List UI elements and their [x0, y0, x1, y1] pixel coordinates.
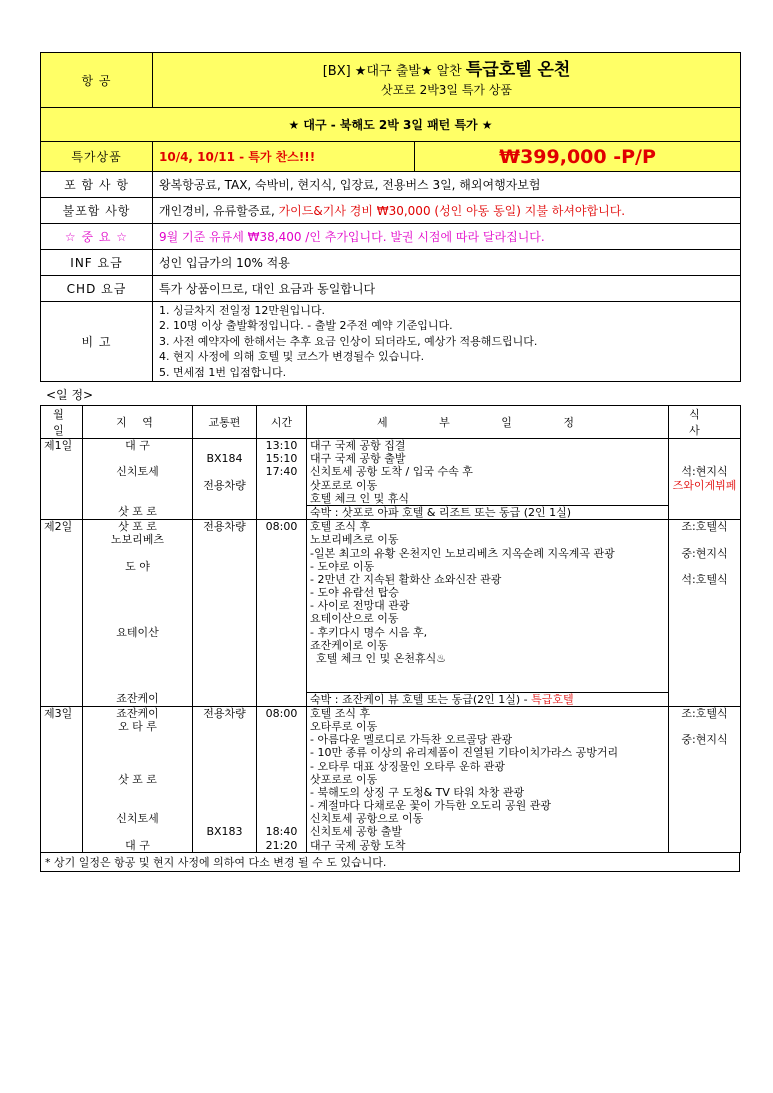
title-highlight: 특급호텔 온천 [465, 60, 571, 80]
product-info-table [40, 52, 741, 382]
day2-regions: 삿 포 로 노보리베츠 도 야 요테이산 죠잔케이 [83, 520, 193, 707]
day1-stay: 숙박 : 삿포로 아파 호텔 & 리조트 또는 동급 (2인 1실) [307, 505, 668, 519]
itinerary-sheet [40, 52, 740, 872]
remark-item: 5. 면세점 1번 입점합니다. [159, 365, 287, 379]
day1-row [41, 439, 741, 520]
col-date: 월 일 [41, 406, 83, 439]
day2-label: 제2일 [41, 520, 83, 707]
special-label: 특가상품 [41, 142, 153, 172]
remark-item: 2. 10명 이상 출발확정입니다. - 출발 2주전 예약 기준입니다. [159, 319, 453, 333]
col-region: 지 역 [83, 406, 193, 439]
special-price: ₩399,000 -P/P [415, 142, 741, 172]
day2-meals: 조:호텔식 중:현지식 석:호텔식 [669, 520, 741, 707]
day1-label: 제1일 [41, 439, 83, 520]
included-label: 포 함 사 항 [41, 172, 153, 198]
remark-item: 4. 현지 사정에 의해 호텔 및 코스가 변경될수 있습니다. [159, 350, 425, 364]
remark-item: 1. 싱글차지 전일정 12만원입니다. [159, 303, 325, 317]
page-banner: ★ 대구 - 북해도 2박 3일 패턴 특가 ★ [41, 108, 741, 142]
airline-label: 항 공 [41, 53, 153, 108]
remarks-label: 비 고 [41, 302, 153, 382]
day1-times: 13:10 15:10 17:40 [257, 439, 307, 520]
day3-regions: 죠잔케이 오 타 루 삿 포 로 신치토세 대 구 [83, 706, 193, 852]
day3-times: 08:00 18:40 21:20 [257, 706, 307, 852]
special-dates: 10/4, 10/11 - 특가 찬스!!! [153, 142, 415, 172]
day2-transport: 전용차량 [193, 520, 257, 707]
day2-details: 호텔 조식 후 노보리베츠로 이동 -일본 최고의 유황 온천지인 노보리베츠 지옥순례 지옥계곡 관광 - 도야로 이동 - 2만년 간 지속된 활화산 쇼와신잔 관광 - 도야 유람선 탑승 - 사이로 전망대 관광 요테이산으로 이동 - 후키다시 명수 시음 후, 죠잔케이로 이동 호텔 체크 인 및 온천휴식♨ 숙박 : 죠잔케이 뷰 호텔 또는 동급(2인 1실) - 특급호텔 [307, 520, 669, 707]
day1-details: 대구 국제 공항 집결 대구 국제 공항 출발 신치토세 공항 도착 / 입국 수속 후 삿포로로 이동 호텔 체크 인 및 휴식 숙박 : 삿포로 아파 호텔 & 리조트 또는 동급 (2인 1실) [307, 439, 669, 520]
col-meals: 식 사 [669, 406, 741, 439]
inf-label: INF 요금 [41, 250, 153, 276]
day2-row [41, 520, 741, 707]
excluded-value: 개인경비, 유류할증료, 가이드&기사 경비 ₩30,000 (성인 아동 동일) 지불 하셔야합니다. [153, 198, 741, 224]
day1-meals: 석:현지식 즈와이게뷔페 [669, 439, 741, 520]
day1-regions: 대 구 신치토세 삿 포 로 [83, 439, 193, 520]
remark-item: 3. 사전 예약자에 한해서는 추후 요금 인상이 되더라도, 예상가 적용해드립니다. [159, 334, 538, 348]
col-details: 세 부 일 정 [307, 406, 669, 439]
col-transport: 교통편 [193, 406, 257, 439]
important-value: 9월 기준 유류세 ₩38,400 /인 추가입니다. 발권 시점에 따라 달라집니다. [153, 224, 741, 250]
remarks-list [153, 302, 741, 382]
chd-value: 특가 상품이므로, 대인 요금과 동일합니다 [153, 276, 741, 302]
product-subtitle: 삿포로 2박3일 특가 상품 [380, 83, 513, 97]
col-time: 시간 [257, 406, 307, 439]
important-label: ☆ 중 요 ☆ [41, 224, 153, 250]
schedule-label: <일 정> [46, 388, 94, 402]
day3-transport: 전용차량 BX183 [193, 706, 257, 852]
schedule-table [40, 405, 741, 853]
footer-note: * 상기 일정은 항공 및 현지 사정에 의하여 다소 변경 될 수 도 있습니다. [40, 853, 740, 872]
day2-stay: 숙박 : 죠잔케이 뷰 호텔 또는 동급(2인 1실) - 특급호텔 [307, 692, 668, 706]
day3-meals: 조:호텔식 중:현지식 [669, 706, 741, 852]
day3-row [41, 706, 741, 852]
chd-label: CHD 요금 [41, 276, 153, 302]
excluded-label: 불포함 사항 [41, 198, 153, 224]
product-title: [BX] ★대구 출발★ 알찬 특급호텔 온천 삿포로 2박3일 특가 상품 [153, 53, 741, 108]
day1-transport: BX184 전용차량 [193, 439, 257, 520]
included-value: 왕복항공료, TAX, 숙박비, 현지식, 입장료, 전용버스 3일, 해외여행자보험 [153, 172, 741, 198]
day3-label: 제3일 [41, 706, 83, 852]
day2-times: 08:00 [257, 520, 307, 707]
day3-details: 호텔 조식 후 오타루로 이동 - 아름다운 멜로디로 가득찬 오르골당 관광 - 10만 종류 이상의 유리제품이 진열된 기타이치가라스 공방거리 - 오타루 대표 상징물인 오타루 운하 관광 삿포로로 이동 - 북해도의 상징 구 도청& TV 타워 차창 관광 - 계절마다 다채로운 꽃이 가득한 오도리 공원 관광 신치토세 공항으로 이동 신치토세 공항 출발 대구 국제 공항 도착 [307, 706, 669, 852]
inf-value: 성인 입금가의 10% 적용 [153, 250, 741, 276]
